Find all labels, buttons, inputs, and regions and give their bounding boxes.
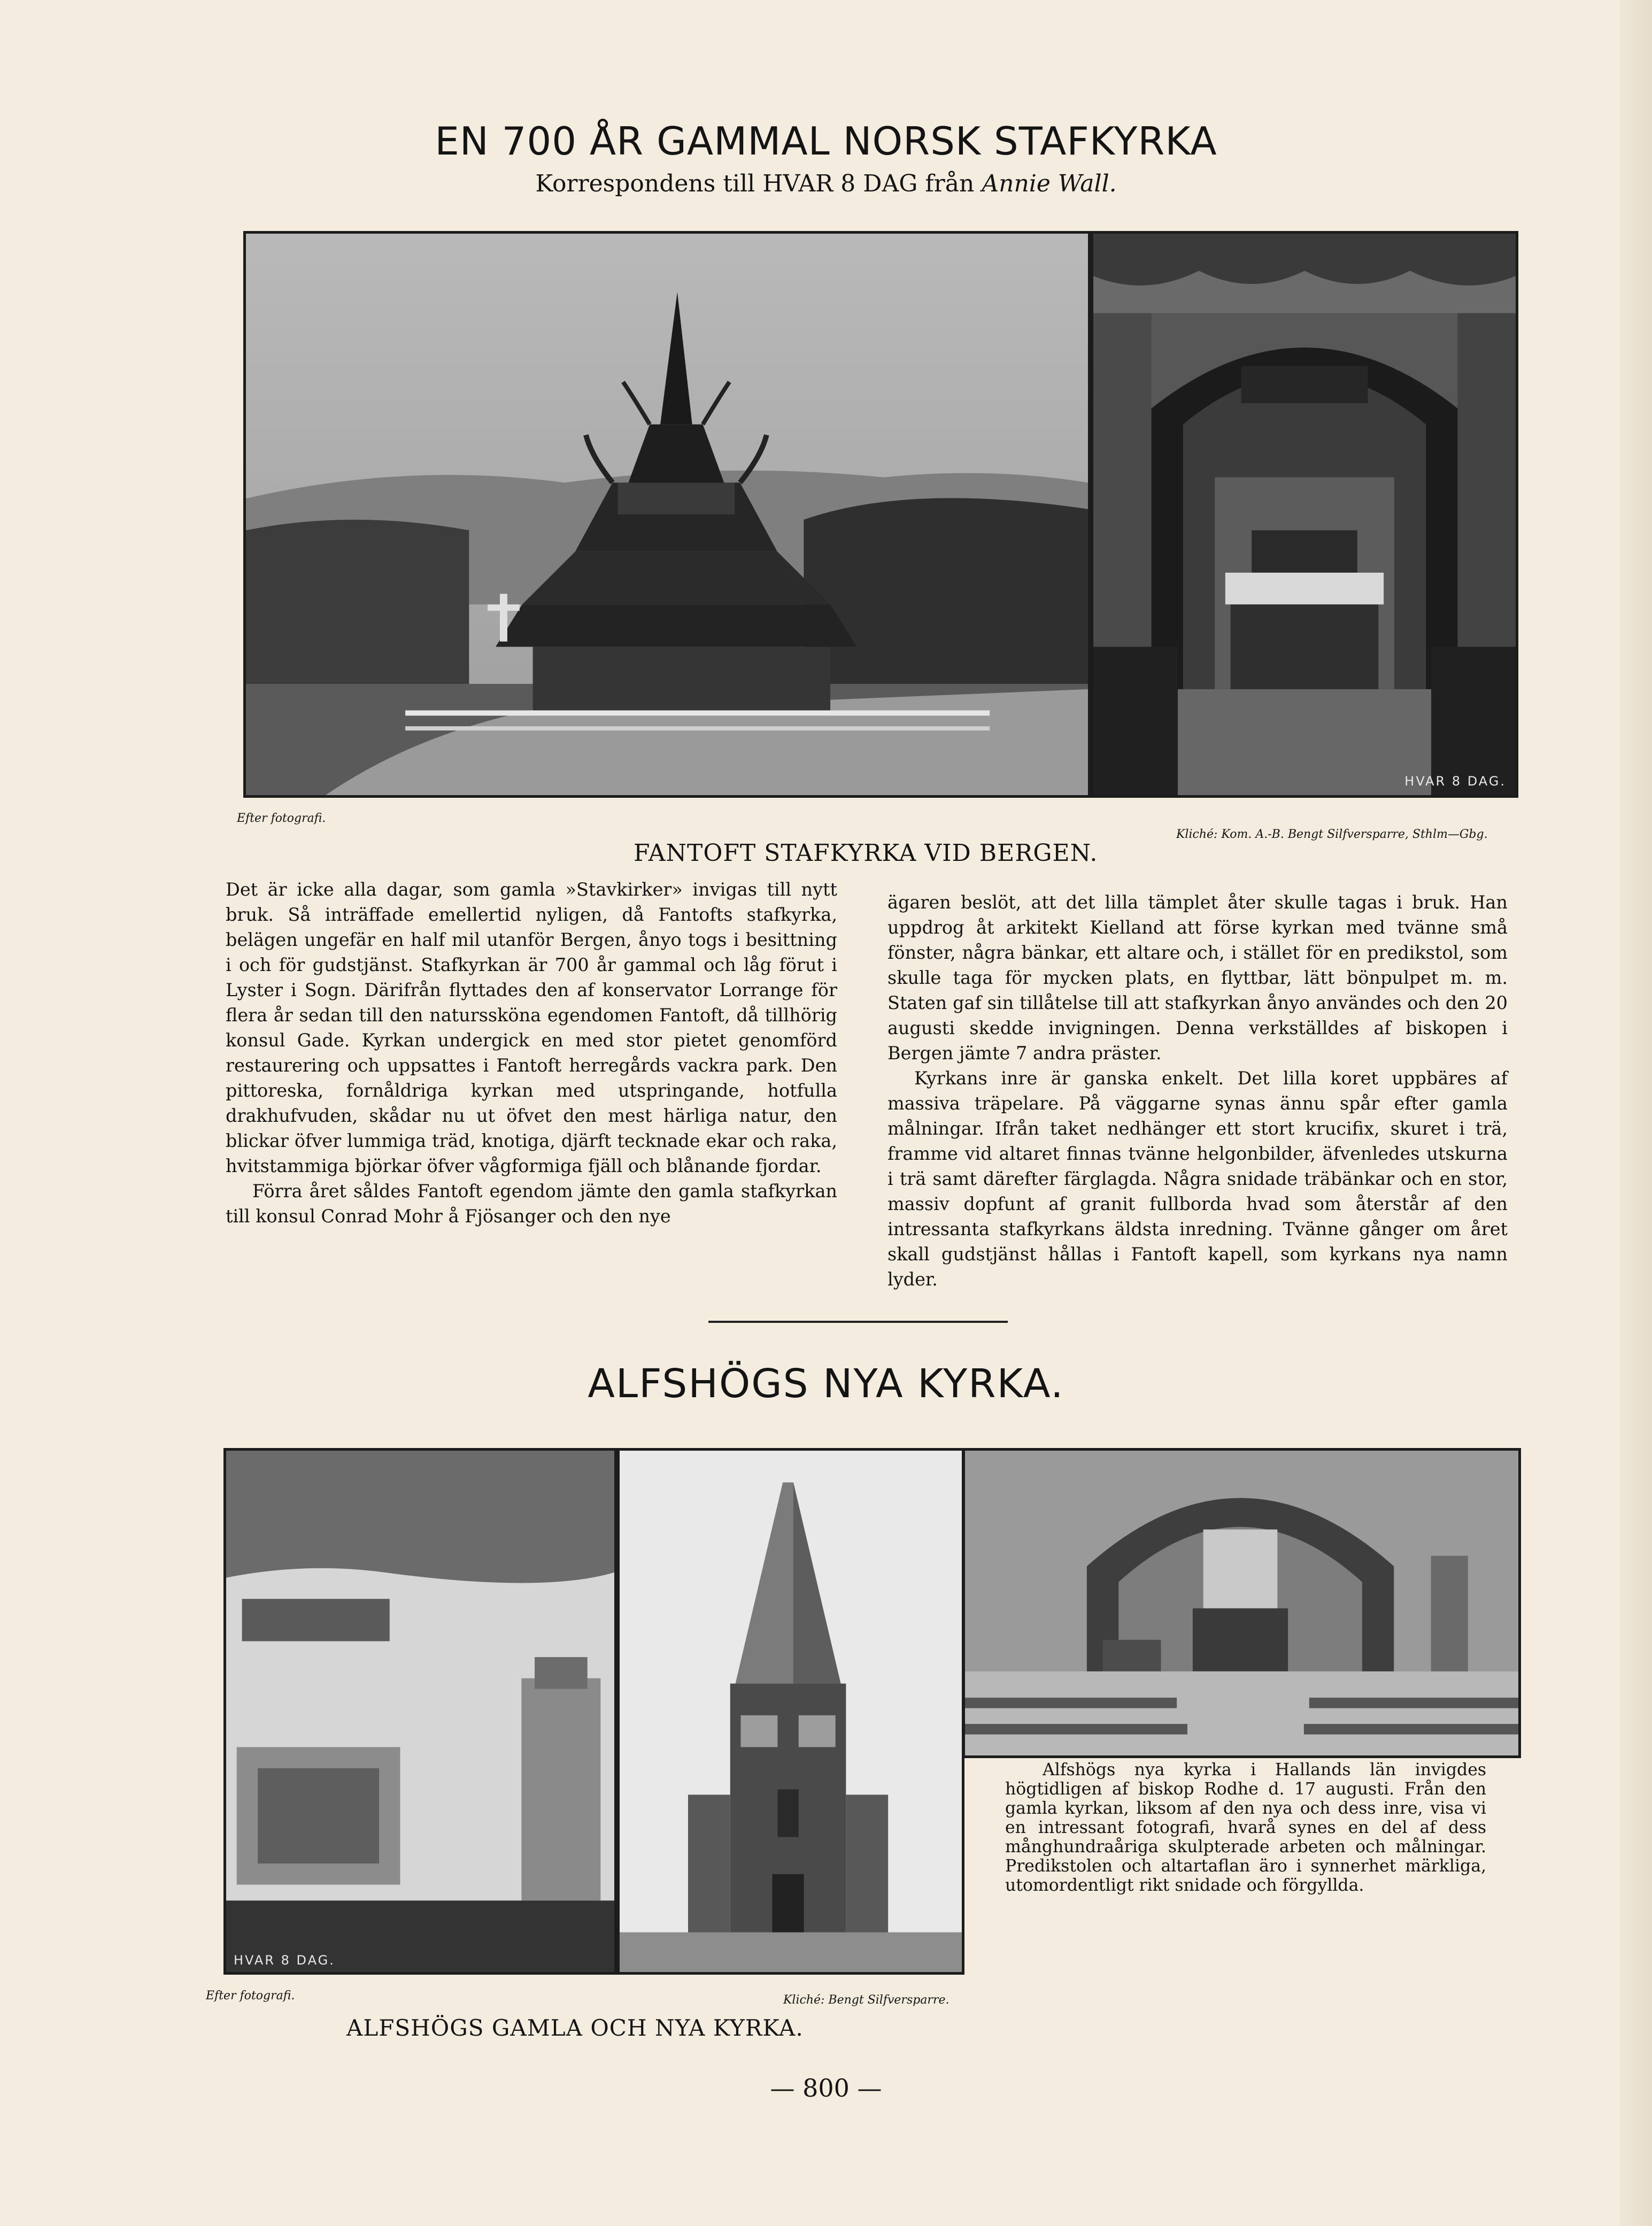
- credit-right-cliche: Kliché: Kom. A.-B. Bengt Silfversparre, Sthlm—Gbg.: [1176, 828, 1488, 841]
- credit-left-photo-2: Efter fotografi.: [206, 1989, 295, 2002]
- stave-church-exterior-image: [246, 234, 1088, 795]
- article1-subtitle: [0, 170, 1652, 197]
- paragraph: ägaren beslöt, att det lilla tämplet åter skulle tagas i bruk. Han uppdrog åt arkitekt Kielland att förse kyrkan med tvänne små fönster, några bänkar, ett altare och, i stället för en predikstol, som skulle taga för mycken plats, en flyttbar, lätt bönpulpet m. m. Staten gaf sin tillåtelse till att stafkyrkan ånyo användes och den 20 augusti skedde invigningen. Denna verkställdes af biskopen i Bergen jämte 7 andra präster.: [887, 892, 1508, 1064]
- photo-alfshog-old-interior: [223, 1448, 617, 1975]
- section-divider: [708, 1321, 1008, 1323]
- article2-text: Alfshögs nya kyrka i Hallands län invigdes högtidligen af biskop Rodhe d. 17 augusti. Från den gamla kyrkan, liksom af den nya och dess inre, visa vi en intressant fotografi, hvarå synes en del af dess månghundraåriga skulpterade arbeten och målningar. Predikstolen och altartaflan äro i synnerhet märkliga, utomordentligt rikt snidade och förgyllda.: [1005, 1760, 1486, 1895]
- caption-fantoft: FANTOFT STAFKYRKA VID BERGEN.: [634, 839, 1098, 867]
- article2-title: ALFSHÖGS NYA KYRKA.: [588, 1361, 1064, 1407]
- photo-alfshog-tower: [617, 1448, 964, 1975]
- paragraph: Kyrkans inre är ganska enkelt. Det lilla koret uppbäres af massiva träpelare. På väggarne synas ännu spår efter gamla målningar. Ifrån taket nedhänger ett stort krucifix, skuret i trä, framme vid altaret finnas tvänne helgonbilder, äfvenledes utskurna i trä samt därefter färglagda. Några snidade träbänkar och en stor, massiv dopfunt af granit fullborda hvad som återstår af den intressanta stafkyrkans äldsta inredning. Tvänne gånger om året skall gudstjänst hållas i Fantoft kapell, som kyrkans nya namn lyder.: [887, 1068, 1508, 1290]
- page-edge-shadow: [1620, 0, 1652, 2226]
- new-church-exterior-image: [620, 1451, 962, 1972]
- paragraph: Förra året såldes Fantoft egendom jämte den gamla stafkyrkan till konsul Conrad Mohr å Fjösanger och den nye: [226, 1181, 837, 1227]
- page-number: — 800 —: [770, 2074, 882, 2102]
- paragraph: Det är icke alla dagar, som gamla »Stavkirker» invigas till nytt bruk. Så inträffade emellertid nyligen, då Fantofts stafkyrka, belägen ungefär en half mil utanför Bergen, ånyo togs i besittning i och för gudstjänst. Stafkyrkan är 700 år gammal och låg förut i Lyster i Sogn. Därifrån flyttades den af konservator Lorrange för flera år sedan till den naturssköna egendomen Fantoft, då tillhörig konsul Gade. Kyrkan undergick en med stor pietet genomförd restaurering och uppsattes i Fantoft herregårds vackra park. Den pittoreska, fornåldriga kyrkan med utspringande, hotfulla drakhufvuden, skådar nu ut öfvet den mest härliga natur, den blickar öfver lummiga träd, knotiga, djärft tecknade ekar och raka, hvitstammiga björkar öfver vågformiga fjäll och blånande fjordar.: [226, 879, 837, 1176]
- subtitle-author: Annie Wall.: [982, 170, 1117, 197]
- stave-church-interior-image: [1093, 234, 1516, 795]
- old-church-interior-image: [226, 1451, 614, 1972]
- photo-alfshog-new-interior: [962, 1448, 1521, 1758]
- article1-column-right: [887, 890, 1508, 1292]
- article1-title: EN 700 ÅR GAMMAL NORSK STAFKYRKA: [435, 119, 1217, 164]
- caption-alfshog: ALFSHÖGS GAMLA OCH NYA KYRKA.: [346, 2015, 804, 2041]
- watermark-hvar8dag: HVAR 8 DAG.: [234, 1953, 335, 1968]
- photo-fantoft-exterior: [243, 231, 1091, 798]
- new-church-interior-image: [965, 1451, 1518, 1755]
- photo-fantoft-interior: [1091, 231, 1518, 798]
- credit-left-photo: Efter fotografi.: [237, 812, 326, 825]
- credit-right-cliche-2: Kliché: Bengt Silfversparre.: [783, 1993, 949, 2007]
- watermark-hvar8dag: HVAR 8 DAG.: [1404, 774, 1506, 789]
- subtitle-prefix: Korrespondens till HVAR 8 DAG från: [535, 170, 975, 197]
- article1-column-left: [226, 877, 837, 1229]
